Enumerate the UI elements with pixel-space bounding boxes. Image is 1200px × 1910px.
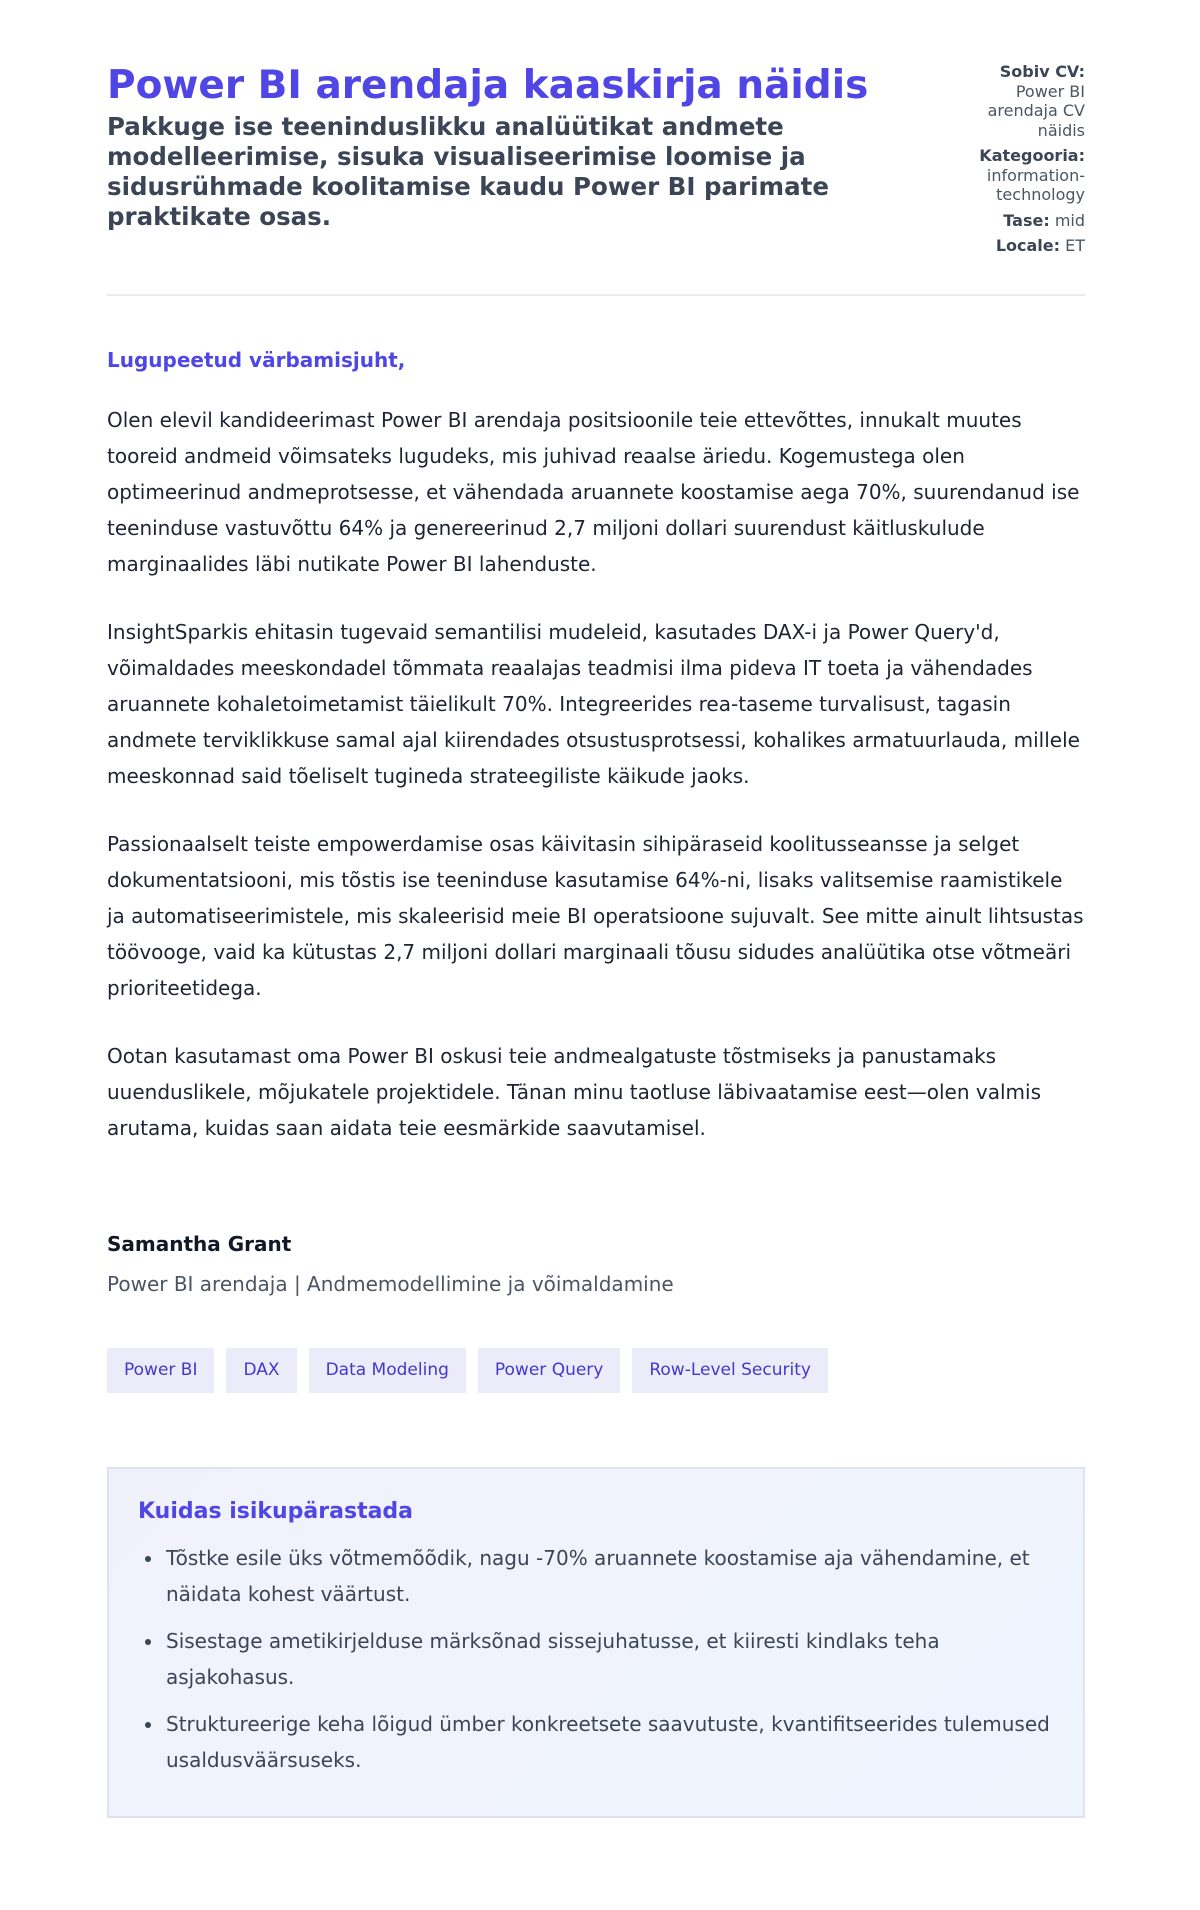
category-label: Kategooria: [979,146,1085,165]
paragraph: InsightSparkis ehitasin tugevaid semantilisi mudeleid, kasutades DAX-i ja Power Query'd, võimaldades meeskondadel tõmmata reaalajas teadmisi ilma pideva IT toeta ja vähendades aruannete kohaletoimetamist täielikult 70%. Integreerides rea-taseme turvalisust, tagasin andmete terviklikkuse samal ajal kiirendades otsustusprotsessi, kohalikes armatuurlauda, millele meeskonnad said tõeliselt tugineda strateegiliste käikude jaoks. [107,619,1080,788]
page-title: Power BI arendaja kaaskirja näidis [107,63,869,108]
skill-tag: DAX [226,1348,296,1393]
skill-tag: Power Query [478,1348,620,1393]
skill-tags [107,1348,1085,1393]
cv-link[interactable]: Power BI arendaja CV näidis [987,81,1085,140]
paragraph: Passionaalselt teiste empowerdamise osas käivitasin sihipäraseid koolitusseansse ja selget dokumentatsiooni, mis tõstis ise teeninduse kasutamise 64%-ni, lisaks valitsemise raamistikele ja automatiseerimistele, mis skaleerisid meie BI operatsioone sujuvalt. See mitte ainult lihtsustas töövooge, vaid ka kütustas 2,7 miljoni dollari marginaali tõusu sidudes analüütika otse võtmeäri prioriteetidega. [107,831,1084,1000]
cv-label: Sobiv CV: [999,62,1085,81]
tips-title: Kuidas isikupärastada [138,1498,414,1524]
meta-info [945,62,1085,262]
locale-value: ET [1065,236,1085,255]
skill-tag: Row-Level Security [632,1348,828,1393]
tip-item: • Tõstke esile üks võtmemõõdik, nagu -70% aruannete koostamise aja vähendamine, et näidata kohest väärtust. [164,1540,1054,1612]
paragraph: Olen elevil kandideerimast Power BI arendaja positsioonile teie ettevõttes, innukalt muutes tooreid andmeid võimsateks lugudeks, mis juhivad reaalse äriedu. Kogemustega olen optimeerinud andmeprotsesse, et vähendada aruannete koostamise aega 70%, suurendanud ise teeninduse vastuvõttu 64% ja genereerinud 2,7 miljoni dollari suurendust käitluskulude marginaalides läbi nutikate Power BI lahenduste. [107,407,1080,576]
paragraph: Ootan kasutamast oma Power BI oskusi teie andmealgatuste tõstmiseks ja panustamaks uuenduslikele, mõjukatele projektidele. Tänan minu taotluse läbivaatamise eest—olen valmis arutama, kuidas saan aidata teie eesmärkide saavutamisel. [107,1043,1042,1140]
tip-item: • Sisestage ametikirjelduse märksõnad sissejuhatusse, et kiiresti kindlaks teha asjakohasus. [164,1623,1054,1695]
category-value: information-technology [986,165,1085,204]
personalization-tips [107,1467,1085,1818]
locale-label: Locale: [995,236,1061,255]
skill-tag: Power BI [107,1348,214,1393]
level-label: Tase: [1003,210,1050,230]
signature-name: Samantha Grant [107,1231,292,1256]
greeting: Lugupeetud värbamisjuht, [107,347,406,372]
header [107,62,1085,296]
signature-role: Power BI arendaja | Andmemodellimine ja võimaldamine [107,1271,674,1296]
skill-tag: Data Modeling [309,1348,466,1393]
page-subtitle: Pakkuge ise teeninduslikku analüütikat andmete modelleerimise, sisuka visualiseerimise loomise ja sidusrühmade koolitamise kaudu Power BI parimate praktikate osas. [107,112,829,231]
letter-body [107,402,1085,1146]
cover-letter-page [107,62,1085,1818]
tip-item: • Struktureerige keha lõigud ümber konkreetsete saavutuste, kvantifitseerides tulemused usaldusväärsuseks. [164,1706,1054,1778]
level-value: mid [1054,210,1085,230]
